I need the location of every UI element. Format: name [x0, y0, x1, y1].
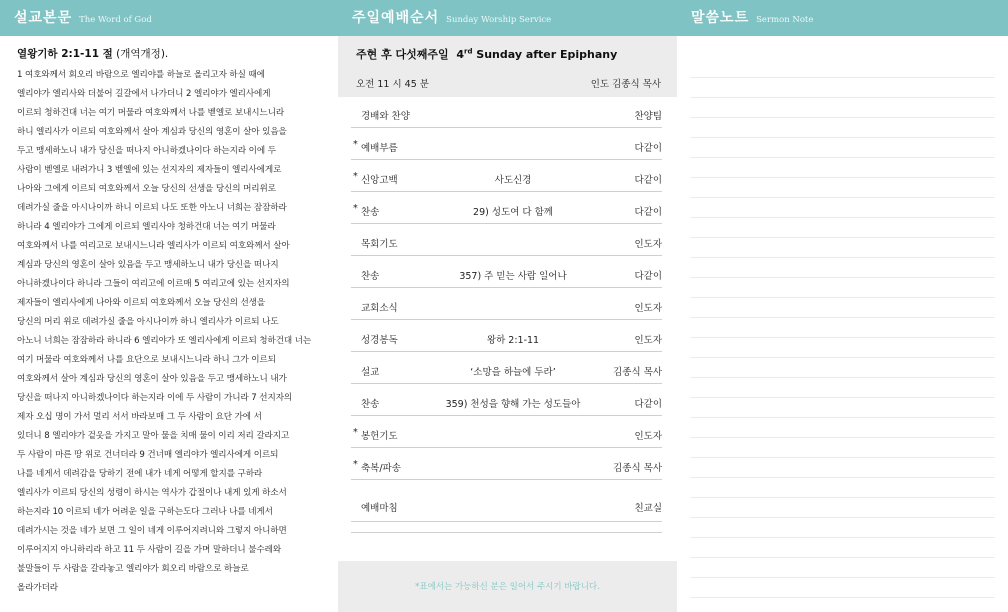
- sermon-header-title: 설교본문: [14, 10, 73, 26]
- note-lines[interactable]: [690, 58, 995, 598]
- order-item: 찬송: [361, 271, 380, 282]
- scripture-line: 사람이 벧엘로 내려가니 3 벧엘에 있는 선지자의 제자들이 엘리사에게로: [17, 165, 282, 175]
- order-item: 찬송: [361, 207, 380, 218]
- service-time: 오전 11 시 45 분: [356, 79, 429, 90]
- scripture-line: 아니하겠나이다 하니라 그들이 여리고에 이르매 5 여리고에 있는 선지자의: [17, 279, 290, 289]
- note-line: [690, 358, 995, 378]
- scripture-line: 있더니 8 엘리야가 겉옷을 가지고 말아 물을 치매 물이 이리 저리 갈라지고: [17, 431, 290, 441]
- order-row: [351, 352, 662, 384]
- sermon-text-column: [0, 0, 338, 612]
- scripture-line: 엘리야가 엘리사와 더불어 길갈에서 나가더니 2 엘리야가 엘리사에게: [17, 89, 271, 99]
- order-content: 사도신경: [494, 175, 532, 186]
- scripture-version: (개역개정).: [112, 48, 169, 60]
- note-line: [690, 518, 995, 538]
- note-line: [690, 258, 995, 278]
- order-row: [351, 288, 662, 320]
- note-line: [690, 218, 995, 238]
- service-time-row: [356, 76, 661, 90]
- scripture-line: 아노니 너희는 잠잠하라 하니라 6 엘리야가 또 엘리사에게 이르되 청하건대 너는: [17, 336, 312, 346]
- order-leader: 찬양팀: [634, 111, 662, 122]
- worship-header-title: 주일예배순서: [352, 10, 440, 26]
- scripture-line: 이르되 청하건대 너는 여기 머물라 여호와께서 나를 벧엘로 보내시느니라: [17, 108, 285, 118]
- order-leader: 다같이: [634, 271, 662, 282]
- scripture-lines: [17, 66, 338, 598]
- scripture-line: 여호와께서 나를 여리고로 보내시느니라 엘리사가 이르되 여호와께서 살아: [17, 241, 290, 251]
- order-stand-mark: *: [353, 459, 358, 470]
- order-leader: 인도자: [634, 303, 662, 314]
- worship-order-column: [338, 0, 677, 612]
- order-content: 29) 성도여 다 함께: [473, 207, 553, 218]
- sermon-header: [0, 0, 338, 36]
- service-title-sup: rd: [464, 47, 473, 56]
- scripture-reference: [17, 46, 338, 61]
- order-content: 359) 천성을 향해 가는 성도들아: [445, 399, 581, 410]
- scripture-passage: [0, 36, 338, 598]
- order-row: [351, 128, 662, 160]
- order-item: 예배마침: [361, 503, 398, 514]
- order-row: [351, 448, 662, 480]
- order-stand-mark: *: [353, 139, 358, 150]
- order-row: [351, 96, 662, 128]
- worship-header-subtitle: Sunday Worship Service: [446, 15, 552, 25]
- order-row: [351, 160, 662, 192]
- service-title-ko: 주현 후 다섯째주일: [356, 48, 449, 61]
- order-item: 신앙고백: [361, 175, 398, 186]
- scripture-line: 두고 맹세하노니 내가 당신을 떠나지 아니하겠나이다 하는지라 이에 두: [17, 146, 276, 156]
- order-leader: 인도자: [634, 335, 662, 346]
- order-end-rule: [351, 522, 662, 533]
- scripture-line: 이루어지지 아니하리라 하고 11 두 사람이 길을 가며 말하더니 불수레와: [17, 545, 282, 555]
- order-item: 봉헌기도: [361, 431, 398, 442]
- order-stand-mark: *: [353, 427, 358, 438]
- order-item: 목회기도: [361, 239, 398, 250]
- note-header-title: 말씀노트: [691, 10, 750, 26]
- scripture-line: 제자들이 엘리사에게 나아와 이르되 여호와께서 오늘 당신의 선생을: [17, 298, 266, 308]
- order-item: 찬송: [361, 399, 380, 410]
- note-header-subtitle: Sermon Note: [756, 15, 814, 25]
- service-info-panel: [338, 36, 677, 97]
- order-leader: 다같이: [634, 175, 662, 186]
- worship-order-list: [351, 96, 662, 533]
- sermon-note-column: [677, 0, 1008, 612]
- note-line: [690, 378, 995, 398]
- order-item: 교회소식: [361, 303, 398, 314]
- order-item: 경배와 찬양: [361, 111, 410, 122]
- scripture-line: 나를 네게서 데려감을 당하기 전에 내가 네게 어떻게 할지를 구하라: [17, 469, 263, 479]
- note-line: [690, 578, 995, 598]
- note-line: [690, 298, 995, 318]
- scripture-line: 데려가시는 것을 네가 보면 그 일이 네게 이루어지려니와 그렇지 아니하면: [17, 526, 287, 536]
- note-line: [690, 478, 995, 498]
- order-leader: 김종식 목사: [613, 463, 662, 474]
- order-leader: 다같이: [634, 207, 662, 218]
- order-row: [351, 416, 662, 448]
- scripture-line: 올라가더라: [17, 583, 59, 593]
- order-leader: 인도자: [634, 239, 662, 250]
- scripture-line: 당신을 떠나지 아니하겠나이다 하는지라 이에 두 사람이 가니라 7 선지자의: [17, 393, 293, 403]
- scripture-reference-text: 열왕기하 2:1-11 절: [17, 48, 113, 60]
- order-stand-mark: *: [353, 171, 358, 182]
- order-row: [351, 224, 662, 256]
- note-line: [690, 338, 995, 358]
- order-content: ‘소망을 하늘에 두라’: [470, 367, 556, 378]
- note-line: [690, 138, 995, 158]
- scripture-line: 하니라 4 엘리야가 그에게 이르되 엘리사야 청하건대 너는 여기 머물라: [17, 222, 276, 232]
- service-leader: 인도 김종식 목사: [590, 79, 661, 90]
- order-leader: 인도자: [634, 431, 662, 442]
- worship-header: [338, 0, 677, 36]
- note-line: [690, 198, 995, 218]
- order-item: 축복/파송: [361, 463, 401, 474]
- order-stand-mark: *: [353, 203, 358, 214]
- order-row: [351, 320, 662, 352]
- order-leader: 다같이: [634, 143, 662, 154]
- note-line: [690, 318, 995, 338]
- order-item: 예배부름: [361, 143, 398, 154]
- note-line: [690, 178, 995, 198]
- note-line: [690, 538, 995, 558]
- note-line: [690, 78, 995, 98]
- note-line: [690, 118, 995, 138]
- order-row: [351, 480, 662, 522]
- scripture-line: 하니 엘리사가 이르되 여호와께서 살아 계심과 당신의 영혼이 살아 있음을: [17, 127, 287, 137]
- scripture-line: 제자 오십 명이 가서 멀리 서서 바라보매 그 두 사람이 요단 가에 서: [17, 412, 262, 422]
- note-line: [690, 458, 995, 478]
- scripture-line: 1 여호와께서 회오리 바람으로 엘리야를 하늘로 올리고자 하실 때에: [17, 70, 265, 80]
- scripture-line: 하는지라 10 이르되 네가 어려운 일을 구하는도다 그러나 나를 네게서: [17, 507, 273, 517]
- scripture-line: 불말들이 두 사람을 갈라놓고 엘리야가 회오리 바람으로 하늘로: [17, 564, 249, 574]
- scripture-line: 계심과 당신의 영혼이 살아 있음을 두고 맹세하노니 내가 당신을 떠나지: [17, 260, 279, 270]
- order-row: [351, 256, 662, 288]
- note-header: [677, 0, 1008, 36]
- order-content: 왕하 2:1-11: [486, 335, 540, 346]
- order-leader: 김종식 목사: [613, 367, 662, 378]
- order-row: [351, 192, 662, 224]
- sermon-header-subtitle: The Word of God: [79, 15, 152, 25]
- note-line: [690, 98, 995, 118]
- note-line: [690, 158, 995, 178]
- order-content: 357) 주 믿는 사람 일어나: [459, 271, 567, 282]
- scripture-line: 당신의 머리 위로 데려가실 줄을 아시나이까 하니 엘리사가 이르되 나도: [17, 317, 279, 327]
- order-leader: 다같이: [634, 399, 662, 410]
- scripture-line: 나아와 그에게 이르되 여호와께서 오늘 당신의 선생을 당신의 머리위로: [17, 184, 276, 194]
- service-title-num: 4: [456, 48, 464, 61]
- order-item: 설교: [361, 367, 380, 378]
- note-line: [690, 398, 995, 418]
- note-line: [690, 58, 995, 78]
- scripture-line: 여호와께서 살아 계심과 당신의 영혼이 살아 있음을 두고 맹세하노니 내가: [17, 374, 287, 384]
- footnote: *표에서는 가능하신 분은 일어서 주시기 바랍니다.: [338, 561, 677, 612]
- scripture-line: 여기 머물라 여호와께서 나를 요단으로 보내시느니라 하니 그가 이르되: [17, 355, 276, 365]
- scripture-line: 두 사람이 마른 땅 위로 건너더라 9 건너매 엘리야가 엘리사에게 이르되: [17, 450, 279, 460]
- order-leader: 친교실: [634, 503, 662, 514]
- note-line: [690, 558, 995, 578]
- service-title: [356, 46, 661, 62]
- note-line: [690, 418, 995, 438]
- note-line: [690, 498, 995, 518]
- note-line: [690, 238, 995, 258]
- scripture-line: 데려가실 줄을 아시나이까 하니 이르되 나도 또한 아노니 너희는 잠잠하라: [17, 203, 287, 213]
- order-item: 성경봉독: [361, 335, 398, 346]
- scripture-line: 엘리사가 이르되 당신의 성령이 하시는 역사가 갑절이나 내게 있게 하소서: [17, 488, 287, 498]
- note-line: [690, 438, 995, 458]
- order-row: [351, 384, 662, 416]
- service-title-en: Sunday after Epiphany: [472, 48, 618, 61]
- note-line: [690, 278, 995, 298]
